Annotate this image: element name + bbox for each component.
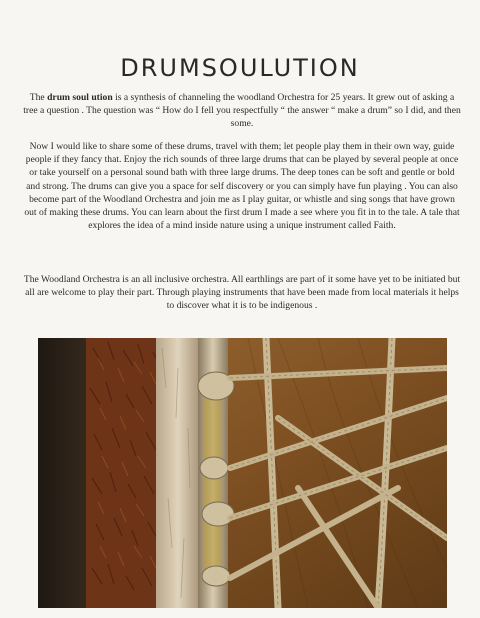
intro-bold-term: drum soul ution: [47, 92, 113, 103]
orchestra-paragraph: The Woodland Orchestra is an all inclusive orchestra. All earthlings are part of it some have yet to be initiated but all are welcome to play their part. Through playing instruments that have been made from local materials it helps to discover what it is to be indigenous .: [23, 274, 461, 312]
sharing-paragraph: Now I would like to share some of these drums, travel with them; let people play them in their own way, guide people if they fancy that. Enjoy the rich sounds of three large drums that can be played by several people at once or take yourself on a personal sound bath with three large drums. The deep tones can be soft and gentle or bold and strong. The drums can give you a space for self discovery or you can simply have fun playing . You can also become part of the Woodland Orchestra and join me as I play guitar, or whistle and sing songs that have grown out of making these drums. You can learn about the first drum I made a see where you fit in to the tale. A tale that explores the idea of a mind inside nature using a unique instrument called Faith.: [24, 141, 460, 232]
intro-paragraph: [22, 91, 462, 131]
drum-hide: [156, 338, 200, 608]
drum-photo-illustration: [38, 338, 447, 608]
page-title: DRUMSOULUTION: [120, 54, 360, 83]
drum-photo: [38, 338, 447, 608]
fur-strip: [86, 338, 166, 608]
intro-rest: is a synthesis of channeling the woodland Orchestra for 25 years. It grew out of asking a tree a question . The question was “ How do I fell you respectfully “ the answer “ make a drum” so I did, and then some.: [23, 92, 461, 130]
intro-lead: The: [29, 92, 48, 103]
